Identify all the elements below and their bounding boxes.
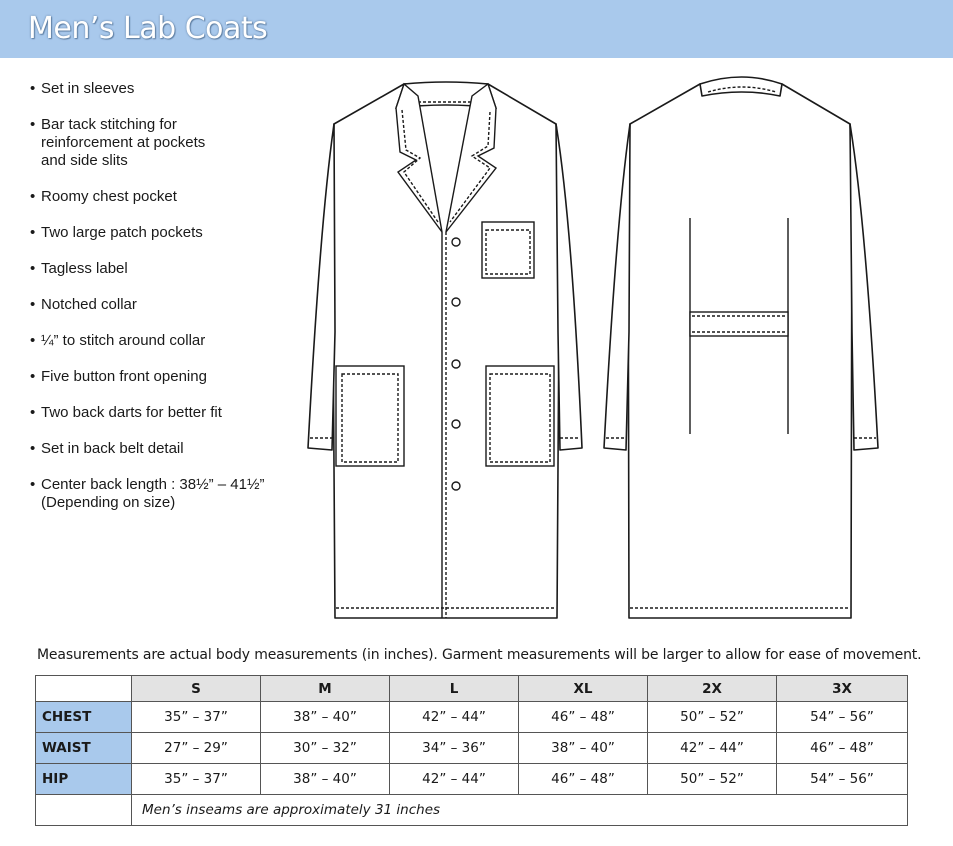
size-column-header: L bbox=[390, 676, 519, 702]
table-cell: 50” – 52” bbox=[648, 702, 777, 733]
measurement-note: Measurements are actual body measurements (in inches). Garment measurements will be larger to allow for ease of movement. bbox=[37, 647, 922, 663]
feature-item: • Bar tack stitching for reinforcement at pockets and side slits bbox=[30, 116, 310, 170]
feature-item: • Tagless label bbox=[30, 260, 310, 278]
row-header-hip: HIP bbox=[36, 764, 132, 795]
table-row bbox=[36, 764, 908, 795]
table-cell: 54” – 56” bbox=[777, 702, 908, 733]
table-cell: 27” – 29” bbox=[132, 733, 261, 764]
feature-item: • Two large patch pockets bbox=[30, 224, 310, 242]
table-cell: 38” – 40” bbox=[261, 764, 390, 795]
table-cell: 46” – 48” bbox=[519, 764, 648, 795]
feature-item: • Set in sleeves bbox=[30, 80, 310, 98]
lab-coat-back-icon bbox=[596, 72, 886, 624]
table-blank-cell bbox=[36, 795, 132, 826]
feature-item: • Notched collar bbox=[30, 296, 310, 314]
table-cell: 42” – 44” bbox=[390, 702, 519, 733]
table-cell: 46” – 48” bbox=[777, 733, 908, 764]
table-cell: 42” – 44” bbox=[390, 764, 519, 795]
table-cell: 46” – 48” bbox=[519, 702, 648, 733]
feature-item: • Roomy chest pocket bbox=[30, 188, 310, 206]
size-column-header: XL bbox=[519, 676, 648, 702]
table-cell: 34” – 36” bbox=[390, 733, 519, 764]
table-footnote-row bbox=[36, 795, 908, 826]
size-column-header: 3X bbox=[777, 676, 908, 702]
title-banner bbox=[0, 0, 953, 58]
page-title: Men’s Lab Coats bbox=[28, 11, 268, 46]
table-row bbox=[36, 702, 908, 733]
table-header-row bbox=[36, 676, 908, 702]
feature-item: • ¼” to stitch around collar bbox=[30, 332, 310, 350]
size-column-header: M bbox=[261, 676, 390, 702]
table-cell: 30” – 32” bbox=[261, 733, 390, 764]
table-cell: 35” – 37” bbox=[132, 764, 261, 795]
table-corner-cell bbox=[36, 676, 132, 702]
table-cell: 54” – 56” bbox=[777, 764, 908, 795]
lab-coat-front-icon bbox=[300, 72, 590, 624]
table-cell: 50” – 52” bbox=[648, 764, 777, 795]
table-row bbox=[36, 733, 908, 764]
table-cell: 35” – 37” bbox=[132, 702, 261, 733]
feature-item: • Set in back belt detail bbox=[30, 440, 310, 458]
feature-item: • Five button front opening bbox=[30, 368, 310, 386]
table-cell: 42” – 44” bbox=[648, 733, 777, 764]
table-cell: 38” – 40” bbox=[519, 733, 648, 764]
feature-item: • Two back darts for better fit bbox=[30, 404, 310, 422]
table-cell: 38” – 40” bbox=[261, 702, 390, 733]
feature-item: • Center back length : 38½” – 41½” (Depending on size) bbox=[30, 476, 310, 512]
size-column-header: S bbox=[132, 676, 261, 702]
feature-list bbox=[30, 80, 310, 530]
size-column-header: 2X bbox=[648, 676, 777, 702]
row-header-waist: WAIST bbox=[36, 733, 132, 764]
size-chart-table bbox=[35, 675, 908, 826]
row-header-chest: CHEST bbox=[36, 702, 132, 733]
inseam-footnote: Men’s inseams are approximately 31 inches bbox=[132, 795, 908, 826]
